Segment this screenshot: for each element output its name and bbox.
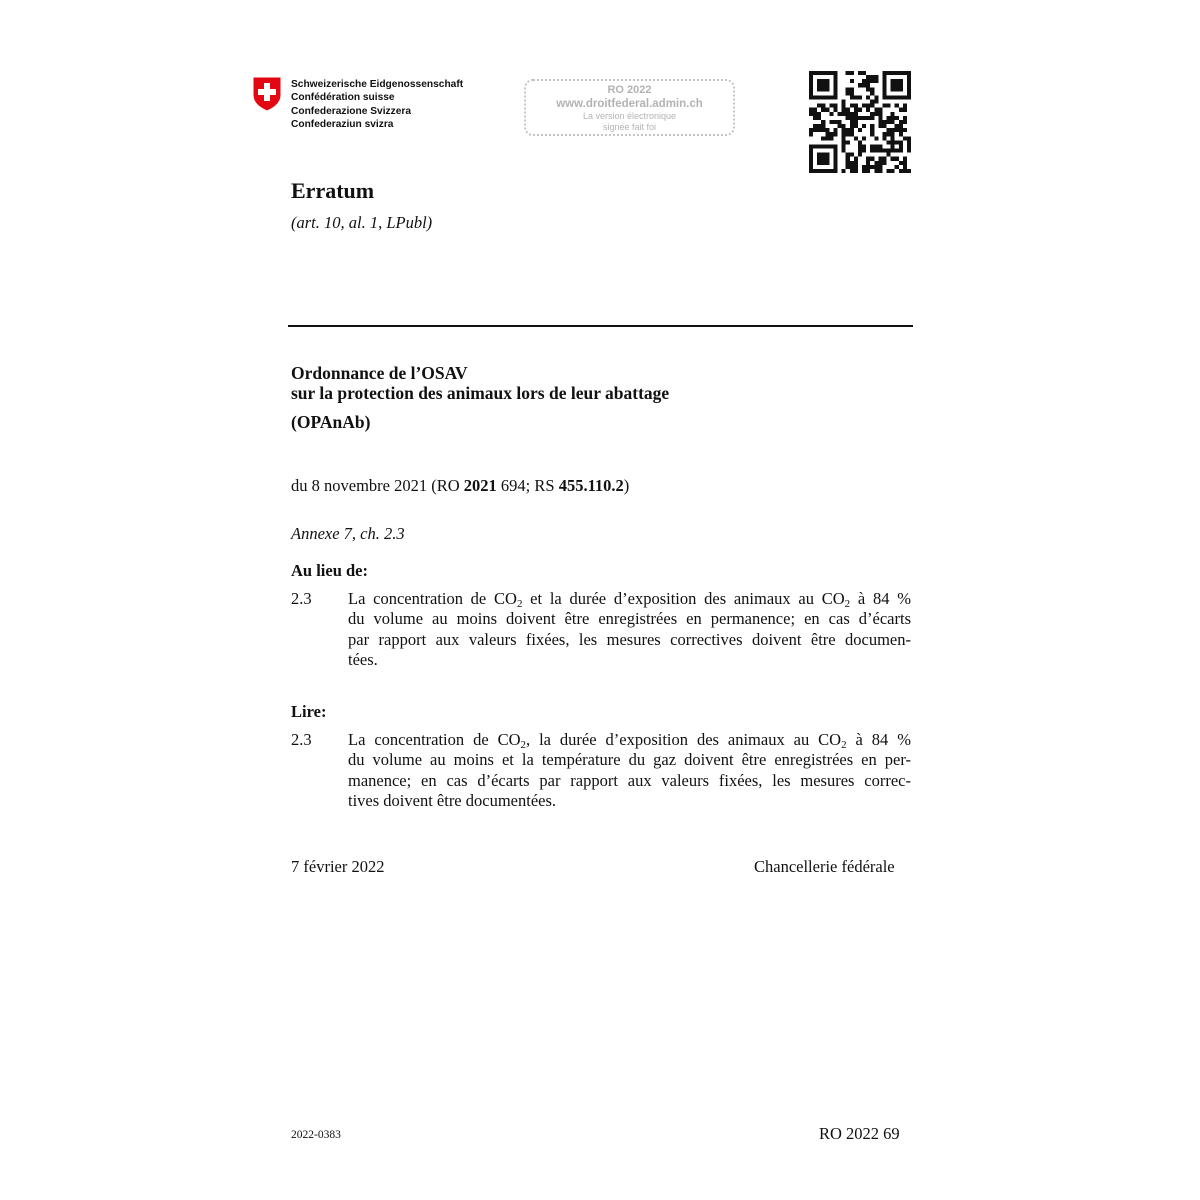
read-paragraph-number: 2.3	[291, 730, 312, 749]
stamp-note-1: La version électronique	[582, 111, 677, 121]
paragraph-line: La concentration de $CO_2$ et la durée d’exposition des animaux au $CO_2$ à 84 %	[348, 589, 911, 610]
annex-reference: Annexe 7, ch. 2.3	[291, 524, 405, 543]
instead-paragraph	[348, 589, 911, 670]
read-paragraph	[348, 730, 911, 811]
paragraph-line: La concentration de $CO_2$, la durée d’exposition des animaux au $CO_2$ à 84 %	[348, 730, 911, 751]
signature-date: 7 février 2022	[291, 857, 385, 876]
signature-stamp	[524, 79, 735, 136]
page-title: Erratum	[291, 178, 375, 203]
act-title	[291, 363, 669, 403]
paragraph-line: manence; en cas d’écarts par rapport aux valeurs fixées, les mesures correc-	[348, 770, 911, 790]
instead-label: Au lieu de:	[291, 561, 369, 580]
stamp-website: www.droitfederal.admin.ch	[556, 98, 703, 110]
rs-number: 455.110.2	[558, 476, 624, 495]
confederation-name-it: Confederazione Svizzera	[291, 105, 412, 117]
confederation-name-de: Schweizerische Eidgenossenschaft	[291, 79, 464, 90]
confederation-name	[291, 78, 463, 131]
paragraph-line: par rapport aux valeurs fixées, les mesures correctives doivent être documen-	[348, 629, 911, 649]
swiss-cross-icon	[252, 76, 282, 112]
issuing-authority: Chancellerie fédérale	[754, 857, 895, 876]
paragraph-line: du volume au moins doivent être enregistrées en permanence; en cas d’écarts	[348, 609, 911, 629]
read-label: Lire:	[291, 702, 327, 721]
act-title-line-2: sur la protection des animaux lors de leur abattage	[291, 383, 670, 403]
ro-year: 2021	[463, 476, 497, 495]
paragraph-line: tives doivent être documentées.	[348, 790, 557, 810]
official-collection-reference: RO 2022 69	[819, 1124, 900, 1143]
confederation-name-rm: Confederaziun svizra	[291, 118, 394, 130]
paragraph-line: du volume au moins et la température du gaz doivent être enregistrées en per-	[348, 750, 911, 770]
act-abbreviation: (OPAnAb)	[291, 412, 371, 432]
qr-code-icon	[809, 71, 911, 173]
date-ref-mid: 694; RS	[496, 476, 559, 495]
confederation-name-fr: Confédération suisse	[291, 92, 395, 104]
legal-basis: (art. 10, al. 1, LPubl)	[291, 213, 433, 232]
divider	[288, 325, 913, 327]
instead-paragraph-number: 2.3	[291, 589, 312, 608]
stamp-collection: RO 2022	[607, 84, 652, 96]
stamp-note-2: signée fait foi	[602, 122, 657, 132]
date-ref-prefix: du 8 novembre 2021 (RO	[291, 476, 464, 495]
date-ref-suffix: )	[623, 476, 630, 495]
paragraph-line: tées.	[348, 649, 378, 669]
act-date-reference	[291, 476, 629, 496]
act-title-line-1: Ordonnance de l’OSAV	[291, 363, 468, 383]
document-number: 2022-0383	[291, 1129, 341, 1141]
